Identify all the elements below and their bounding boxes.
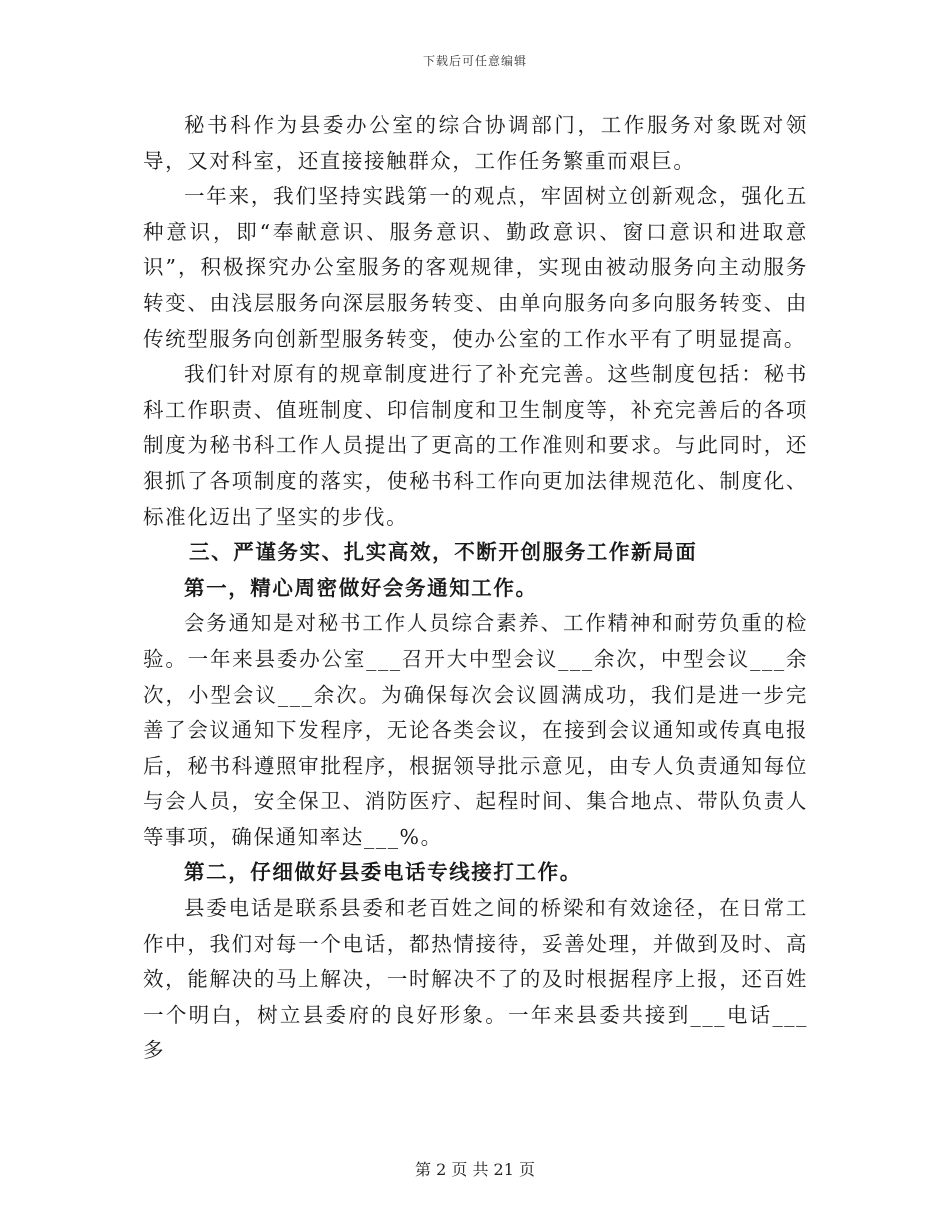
page-header-note: 下载后可任意编辑 <box>422 54 527 68</box>
section-heading: 三、严谨务实、扎实高效，不断开创服务工作新局面 <box>189 540 698 565</box>
document-body <box>143 108 808 1069</box>
paragraph: 秘书科作为县委办公室的综合协调部门，工作服务对象既对领导，又对科室，还直接接触群众，工作任务繁重而艰巨。 <box>143 113 808 173</box>
paragraph: 我们针对原有的规章制度进行了补充完善。这些制度包括：秘书科工作职责、值班制度、印信制度和卫生制度等，补充完善后的各项制度为秘书科工作人员提出了更高的工作准则和要求。与此同时，还狠抓了各项制度的落实，使秘书科工作向更加法律规范化、制度化、标准化迈出了坚实的步伐。 <box>143 362 808 529</box>
paragraph: 一年来，我们坚持实践第一的观点，牢固树立创新观念，强化五种意识，即“奉献意识、服务意识、勤政意识、窗口意识和进取意识”，积极探究办公室服务的客观规律，实现由被动服务向主动服务转变、由浅层服务向深层服务转变、由单向服务向多向服务转变、由传统型服务向创新型服务转变，使办公室的工作水平有了明显提高。 <box>143 184 808 351</box>
paragraph: 会务通知是对秘书工作人员综合素养、工作精神和耐劳负重的检验。一年来县委办公室___召开大中型会议___余次，中型会议___余次，小型会议___余次。为确保每次会议圆满成功，我们是进一步完善了会议通知下发程序，无论各类会议，在接到会议通知或传真电报后，秘书科遵照审批程序，根据领导批示意见，由专人负责通知每位与会人员，安全保卫、消防医疗、起程时间、集合地点、带队负责人等事项，确保通知率达___%。 <box>143 611 808 849</box>
paragraph: 县委电话是联系县委和老百姓之间的桥梁和有效途径，在日常工作中，我们对每一个电话，都热情接待，妥善处理，并做到及时、高效，能解决的马上解决，一时解决不了的及时根据程序上报，还百姓一个明白，树立县委府的良好形象。一年来县委共接到___电话___多 <box>143 896 808 1063</box>
subsection-heading: 第二，仔细做好县委电话专线接打工作。 <box>184 860 582 885</box>
page-number-footer: 第 2 页 共 21 页 <box>415 1160 535 1179</box>
subsection-heading: 第一，精心周密做好会务通知工作。 <box>184 575 538 600</box>
